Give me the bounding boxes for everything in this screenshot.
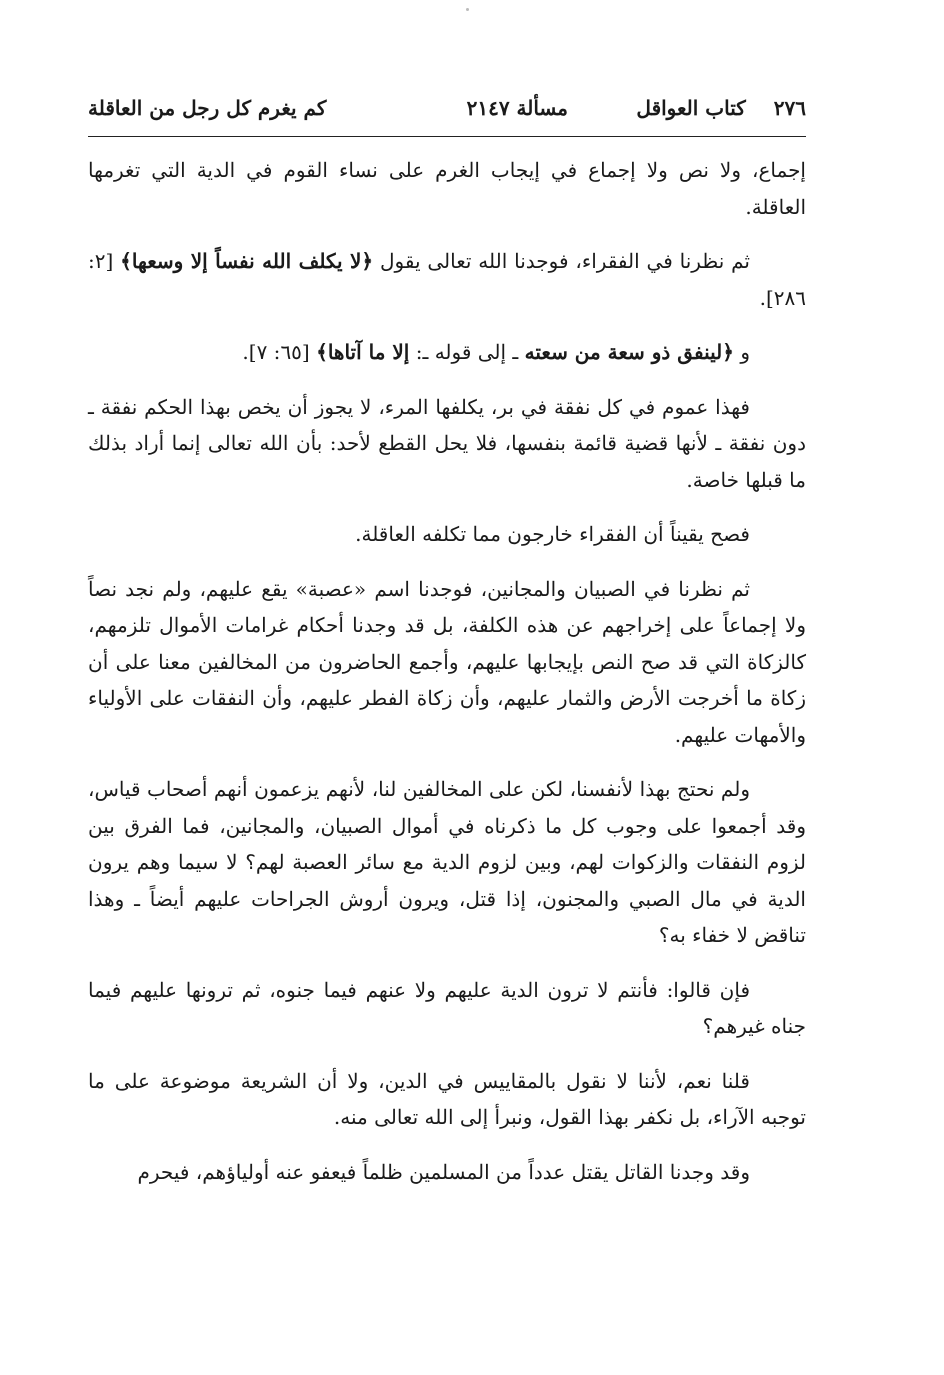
issue-number: مسألة ٢١٤٧ bbox=[466, 96, 568, 120]
page-body bbox=[88, 152, 806, 1208]
paragraph-6: ثم نظرنا في الصبيان والمجانين، فوجدنا اسم «عصبة» يقع عليهم، ولم نجد نصاً ولا إجماعاً على إخراجهم عن هذه الكلفة، بل قد وجدنا أحكام غرامات الأموال تلزمهم، كالزكاة التي قد صح النص بإيجابها عليهم، وأجمع الحاضرون من المخالفين معنا على أن زكاة ما أخرجت الأرض والثمار عليهم، وأن زكاة الفطر عليهم، وأن النفقات على الأولياء والأمهات عليهم. bbox=[88, 576, 806, 747]
paragraph-10: وقد وجدنا القاتل يقتل عدداً من المسلمين ظلماً فيعفو عنه أولياؤهم، فيحرم bbox=[137, 1159, 750, 1184]
verse-reference: [٢: ٢٨٦]. bbox=[88, 249, 806, 310]
quran-quote: ﴿لا يكلف الله نفساً إلا وسعها﴾ bbox=[120, 249, 374, 273]
paragraph-1: إجماع، ولا نص ولا إجماع في إيجاب الغرم على نساء القوم في الدية التي تغرمها العاقلة. bbox=[88, 158, 806, 219]
paragraph-7: ولم نحتج بهذا لأنفسنا، لكن على المخالفين لنا، لأنهم يزعمون أنهم أصحاب قياس، وقد أجمعوا على وجوب كل ما ذكرناه في أموال الصبيان، والمجانين، فما الفرق بين لزوم النفقات والزكوات لهم، وبين لزوم الدية مع سائر العصبة لهم؟ لا سيما وهم يرون الدية في مال الصبي والمجنون، إذا قتل، ويرون أروش الجراحات عليهم أيضاً ـ وهذا تناقض لا خفاء به؟ bbox=[88, 777, 806, 947]
running-header bbox=[88, 92, 806, 132]
verse-reference: [٦٥: ٧]. bbox=[242, 340, 317, 364]
paragraph-2-text: ثم نظرنا في الفقراء، فوجدنا الله تعالى يقول bbox=[373, 249, 750, 273]
page-number: ٢٧٦ bbox=[773, 96, 806, 120]
paragraph-3-lead: و bbox=[733, 340, 750, 364]
section-topic: كم يغرم كل رجل من العاقلة bbox=[88, 96, 327, 120]
paragraph-3-mid: ـ إلى قوله ـ: bbox=[409, 340, 525, 364]
quran-quote: ﴿لينفق ذو سعة من سعته bbox=[524, 340, 734, 364]
paragraph-3 bbox=[88, 334, 806, 371]
quran-quote: إلا ما آتاها﴾ bbox=[316, 340, 410, 364]
book-title: كتاب العواقل bbox=[636, 96, 746, 120]
paragraph-9: قلنا نعم، لأننا لا نقول بالمقاييس في الدين، ولا أن الشريعة موضوعة على ما توجبه الآراء، بل نكفر بهذا القول، ونبرأ إلى الله تعالى منه. bbox=[88, 1068, 806, 1129]
paragraph-2 bbox=[88, 243, 806, 316]
header-page-and-book bbox=[636, 92, 806, 124]
paragraph-5: فصح يقيناً أن الفقراء خارجون مما تكلفه العاقلة. bbox=[355, 522, 750, 546]
header-divider bbox=[88, 136, 806, 137]
paragraph-4: فهذا عموم في كل نفقة في بر، يكلفها المرء، لا يجوز أن يخص بهذا الحكم نفقة ـ دون نفقة ـ لأنها قضية قائمة بنفسها، فلا يحل القطع لأحد: بأن الله تعالى إنما أراد بذلك ما قبلها خاصة. bbox=[88, 394, 806, 492]
scan-speck bbox=[466, 8, 469, 11]
paragraph-8: فإن قالوا: فأنتم لا ترون الدية عليهم ولا عنهم فيما جنوه، ثم ترونها عليهم فيما جناه غيرهم؟ bbox=[88, 977, 806, 1038]
